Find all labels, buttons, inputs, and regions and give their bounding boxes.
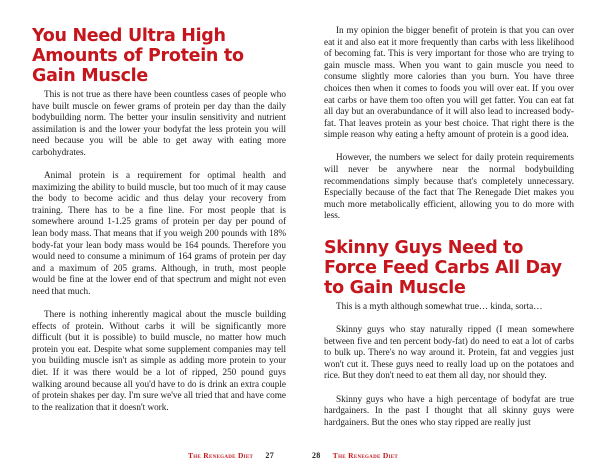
section-heading-protein: You Need Ultra High Amounts of Protein to Gain Muscle <box>32 26 244 86</box>
footer-book-title: The Renegade Diet <box>332 451 399 460</box>
page-footer-left <box>188 451 274 460</box>
paragraph: This is a myth although somewhat true… kinda, sorta… <box>336 301 543 311</box>
paragraph: Skinny guys who stay naturally ripped (I mean somewhere between five and ten percent body-fat) do need to eat a lot of carbs to bulk up. There's no way around it. Protein, fat and veggies just won't cut it. These guys need to really load up on the potatoes and rice. But they don't need to eat them all day, nor should they. <box>324 324 574 381</box>
footer-book-title: The Renegade Diet <box>187 451 254 460</box>
section-heading-skinny-guys: Skinny Guys Need to Force Feed Carbs All Day to Gain Muscle <box>324 238 562 298</box>
paragraph: In my opinion the bigger benefit of protein is that you can over eat it and also eat it more frequently than carbs with less likelihood of becoming fat. This is very important for those who are trying to gain muscle mass. When you want to gain muscle you need to consume slightly more calories than you burn. You have three choices then when it comes to foods you will over eat. If you over eat carbs or have them too often you will get fatter. You can eat fat all day but an overabundance of it will also lead to increased body-fat. That leaves protein as your best choice. That right there is the simple reason why eating a hefty amount of protein is a good idea. <box>324 25 574 140</box>
page-number: 27 <box>265 451 274 460</box>
paragraph: This is not true as there have been countless cases of people who have built muscle on fewer grams of protein per day than the daily bodybuilding norm. The better your insulin sensitivity and nutrient assimilation is and the lower your bodyfat the less protein you will need because you will be able to get away with eating more carbohydrates. <box>32 89 286 157</box>
paragraph: There is nothing inherently magical about the muscle building effects of protein. Without carbs it will be significantly more difficult (but it is possible) to build muscle, no matter how much protein you eat. Despite what some supplement companies may tell you building muscle isn't as simple as adding more protein to your diet. If it was there would be a lot of ripped, 250 pound guys walking around because all you'd have to do is drink an extra couple of protein shakes per day. I'm sure we've all tried that and have come to the realization that it doesn't work. <box>32 309 286 412</box>
paragraph: However, the numbers we select for daily protein requirements will never be anywhere near the normal bodybuilding recommendations simply because that's completely unnecessary. Especially because of the fact that The Renegade Diet makes you much more metabolically efficient, allowing you to do more with less. <box>324 152 574 221</box>
paragraph: Animal protein is a requirement for optimal health and maximizing the ability to build muscle, but too much of it may cause the body to become acidic and thus delay your recovery from training. There has to be a fine line. For most people that is somewhere around 1-1.25 grams of protein per day per pound of lean body mass. That means that if you weigh 200 pounds with 18% body-fat your lean body mass would be 164 pounds. Therefore you would need to consume a minimum of 164 grams of protein per day and a maximum of 205 grams. Although, in truth, most people would be fine at the lower end of that spectrum and might not even need that much. <box>32 170 286 296</box>
paragraph: Skinny guys who have a high percentage of bodyfat are true hardgainers. In the past I thought that all skinny guys were hardgainers. But the ones who stay ripped are really just <box>324 393 574 427</box>
page-footer-right <box>312 451 398 460</box>
right-page <box>300 0 600 467</box>
page-number: 28 <box>312 451 321 460</box>
